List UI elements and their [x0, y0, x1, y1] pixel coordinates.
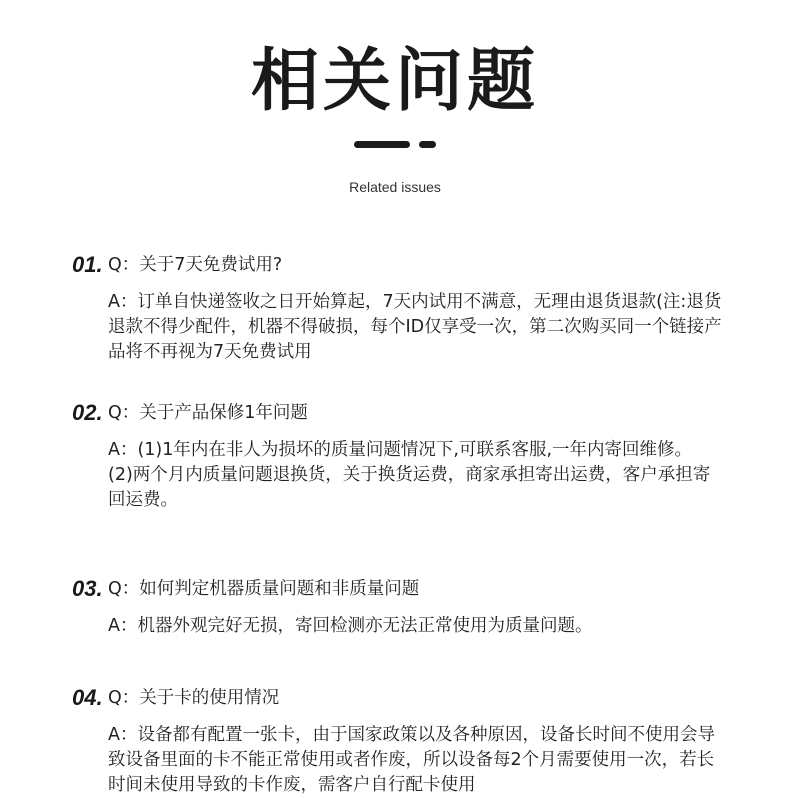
faq-number: 04. [72, 685, 103, 710]
page-title: 相关问题 [250, 42, 539, 121]
faq-question: Q：关于产品保修1年问题 [108, 403, 308, 423]
faq-answer [108, 290, 726, 365]
faq-answer [108, 614, 726, 639]
faq-number: 01. [72, 252, 103, 277]
faq-answer-paragraph: (2)两个月内质量问题退换货，关于换货运费，商家承担寄出运费，客户承担寄回运费。 [108, 465, 711, 510]
faq-answer-paragraph: A：设备都有配置一张卡，由于国家政策以及各种原因，设备长时间不使用会导致设备里面的卡不能正常使用或者作废，所以设备每2个月需要使用一次，若长时间未使用导致的卡作废，需客户自行配卡使用 [108, 725, 715, 795]
faq-question: Q：关于7天免费试用? [108, 255, 283, 275]
faq-answer [108, 723, 726, 798]
title-divider-long [354, 141, 410, 148]
faq-answer [108, 438, 726, 513]
faq-question: Q：关于卡的使用情况 [108, 688, 280, 708]
faq-number: 03. [72, 576, 103, 601]
faq-item-3 [72, 574, 732, 644]
faq-answer-paragraph: A：(1)1年内在非人为损坏的质量问题情况下,可联系客服,一年内寄回维修。 [108, 440, 693, 460]
faq-answer-paragraph: A：机器外观完好无损，寄回检测亦无法正常使用为质量问题。 [108, 616, 593, 636]
faq-number: 02. [72, 400, 103, 425]
title-divider-short [419, 141, 436, 148]
page-subtitle: Related issues [349, 179, 441, 195]
faq-item-1 [72, 250, 732, 370]
faq-item-4 [72, 683, 732, 793]
faq-item-2 [72, 398, 732, 538]
faq-answer-paragraph: A：订单自快递签收之日开始算起，7天内试用不满意，无理由退货退款(注:退货退款不得少配件，机器不得破损，每个ID仅享受一次，第二次购买同一个链接产品将不再视为7天免费试用 [108, 292, 722, 362]
faq-question: Q：如何判定机器质量问题和非质量问题 [108, 579, 420, 599]
